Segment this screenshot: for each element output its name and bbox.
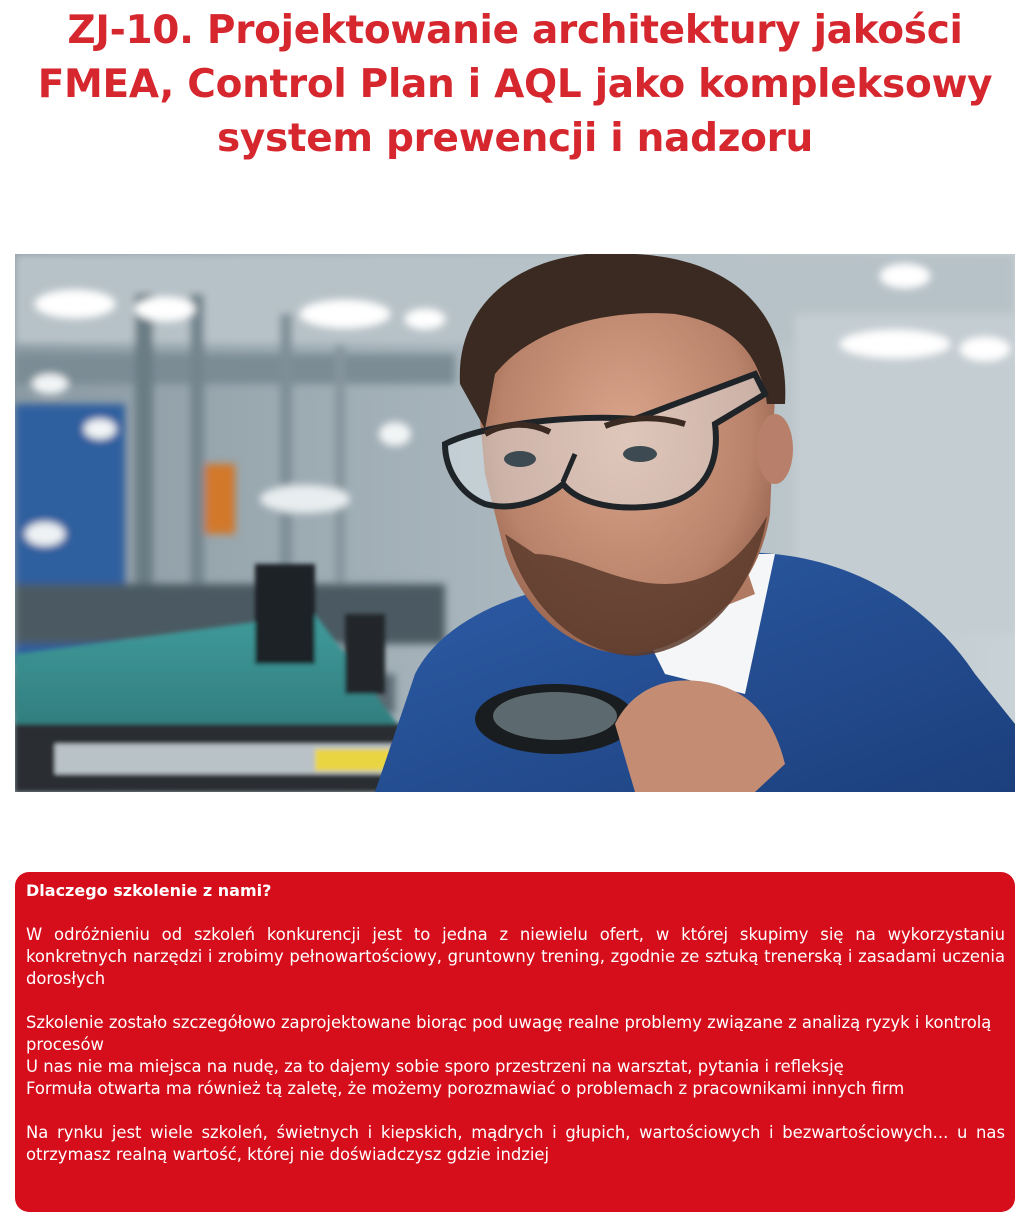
why-us-paragraph-2-line-2: U nas nie ma miejsca na nudę, za to dajemy sobie sporo przestrzeni na warsztat, pytania i refleksję <box>26 1057 844 1076</box>
hero-image <box>15 254 1015 792</box>
page-title: ZJ-10. Projektowanie architektury jakości FMEA, Control Plan i AQL jako kompleksowy system prewencji i nadzoru <box>37 8 993 161</box>
why-us-paragraph-2-line-3: Formuła otwarta ma również tą zaletę, że możemy porozmawiać o problemach z pracownikami innych firm <box>26 1079 905 1098</box>
why-us-heading: Dlaczego szkolenie z nami? <box>26 881 272 900</box>
why-us-paragraph-2 <box>26 1012 1005 1100</box>
why-us-box <box>15 872 1015 1212</box>
why-us-paragraph-2-line-1: Szkolenie zostało szczegółowo zaprojektowane biorąc pod uwagę realne problemy związane z analizą ryzyk i kontrolą procesów <box>26 1013 992 1054</box>
why-us-paragraph-1: W odróżnieniu od szkoleń konkurencji jest to jedna z niewielu ofert, w której skupimy się na wykorzystaniu konkretnych narzędzi i zrobimy pełnowartościowy, gruntowny trening, zgodnie ze sztuką trenerską i zasadami uczenia dorosłych <box>26 925 1005 988</box>
why-us-paragraph-3: Na rynku jest wiele szkoleń, świetnych i kiepskich, mądrych i głupich, wartościowych i bezwartościowych... u nas otrzymasz realną wartość, której nie doświadczysz gdzie indziej <box>26 1123 1005 1164</box>
